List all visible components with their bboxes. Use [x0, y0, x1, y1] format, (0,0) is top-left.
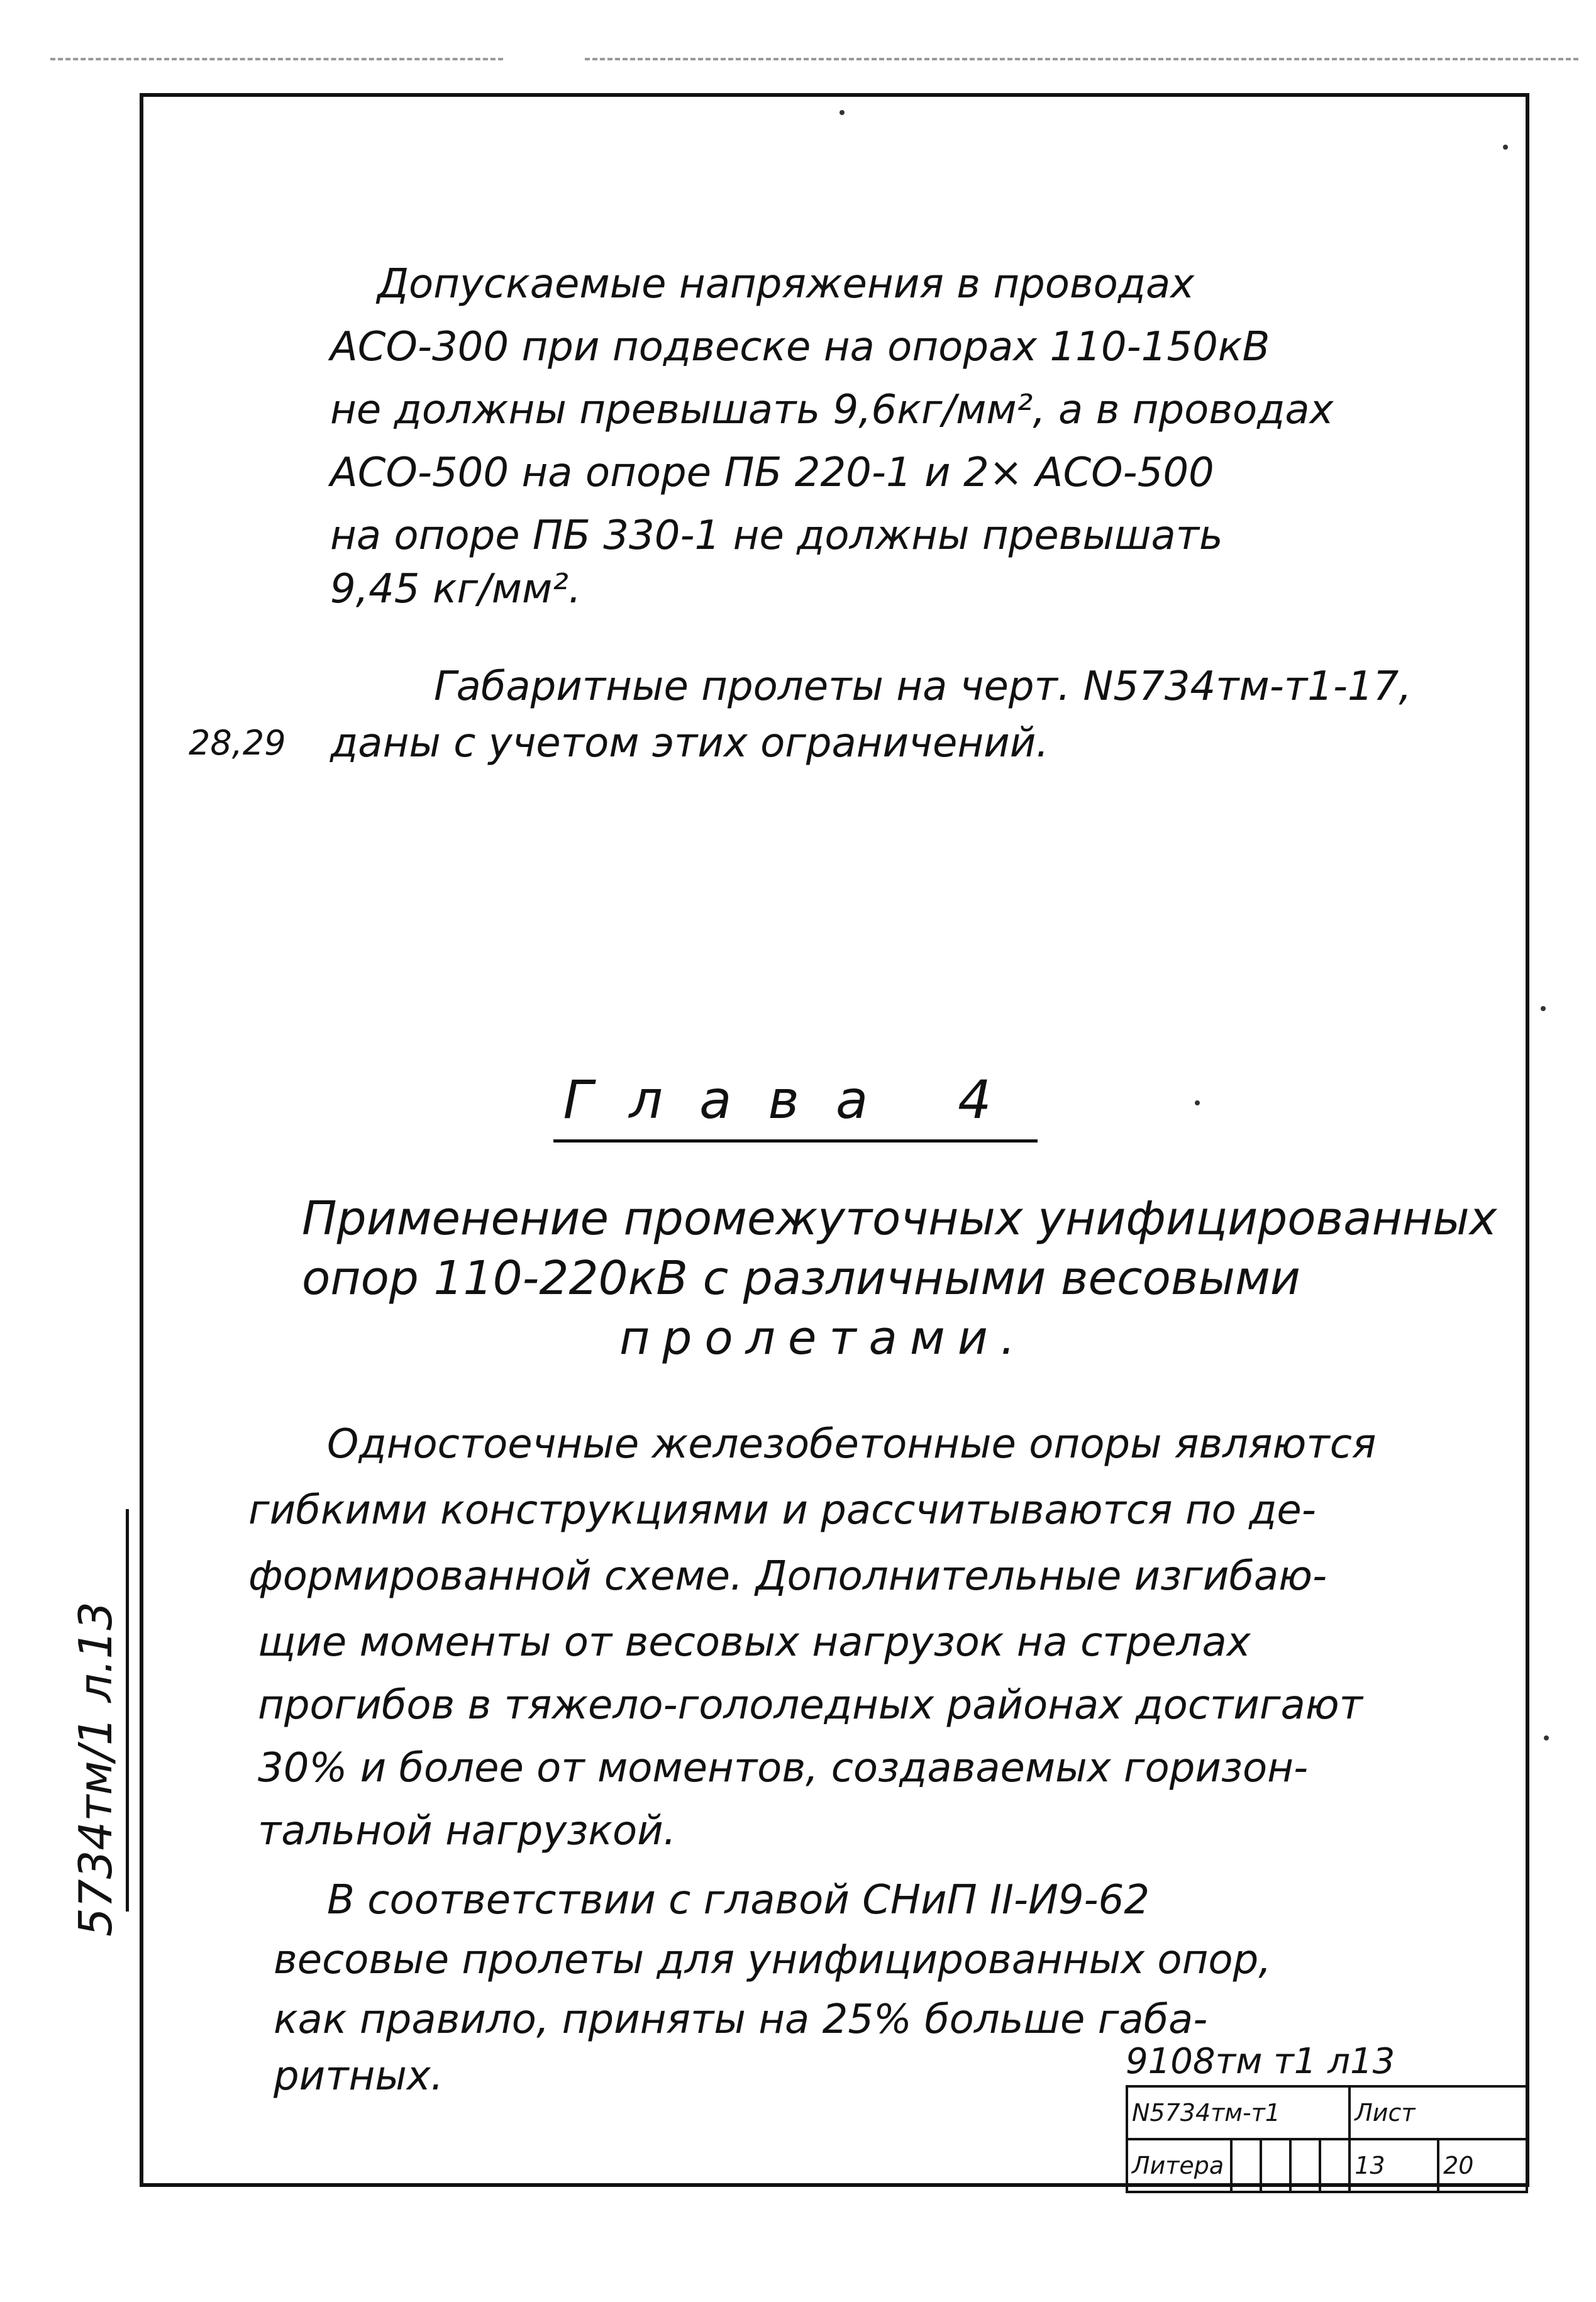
p4-line-2: весовые пролеты для унифицированных опор, [274, 1937, 1272, 1983]
stamp-sheet-label: Лист [1349, 2086, 1527, 2139]
chapter-heading: Глава 4 [553, 1069, 1038, 1143]
stamp-cell-empty [1290, 2139, 1320, 2192]
stamp-sheet-no: 13 [1349, 2139, 1438, 2192]
stamp-doc-number: N5734тм-т1 [1127, 2086, 1349, 2139]
top-cut-line-left [50, 58, 503, 60]
p3-line-2: гибкими конструкциями и рассчитываются по де- [248, 1487, 1316, 1534]
p1-line-1: Допускаемые напряжения в проводах [377, 261, 1195, 307]
side-note: 5734тм/1 л.13 [69, 1602, 122, 1937]
stamp-cell-empty [1261, 2139, 1290, 2192]
chapter-title-line-2: опор 110-220кВ с различными весовыми [302, 1251, 1300, 1305]
scan-speck [1195, 1100, 1200, 1105]
stamp-sheet-total: 20 [1438, 2139, 1527, 2192]
scan-speck [1541, 1006, 1546, 1011]
stamp-cell-empty [1320, 2139, 1349, 2192]
p3-line-5: прогибов в тяжело-гололедных районах достигают [258, 1682, 1363, 1729]
p4-line-3: как правило, приняты на 25% больше габа- [274, 1996, 1208, 2043]
top-cut-line-right [585, 58, 1578, 60]
scan-speck [1544, 1735, 1549, 1740]
stamp-row2-label: Литера [1127, 2139, 1231, 2192]
scan-speck [1503, 145, 1508, 150]
p3-line-7: тальной нагрузкой. [258, 1808, 677, 1854]
stamp-cell-empty [1231, 2139, 1261, 2192]
title-block [1126, 2085, 1528, 2193]
p2-margin-pages: 28,29 [189, 723, 286, 763]
p1-line-6: 9,45 кг/мм². [330, 566, 582, 612]
p1-line-5: на опоре ПБ 330-1 не должны превышать [330, 512, 1223, 559]
chapter-title-line-3: пролетами. [619, 1311, 1028, 1365]
p2-line-1: Габаритные пролеты на черт. N5734тм-т1-17, [434, 663, 1412, 710]
stamp-code: 9108тм т1 л13 [1126, 2041, 1395, 2082]
scan-speck [840, 110, 845, 115]
p3-line-1: Одностоечные железобетонные опоры являются [327, 1421, 1377, 1468]
p3-line-3: формированной схеме. Дополнительные изгибаю- [248, 1553, 1327, 1600]
p3-line-6: 30% и более от моментов, создаваемых горизон- [258, 1745, 1309, 1791]
p1-line-2: АСО-300 при подвеске на опорах 110-150кВ [330, 324, 1270, 370]
p1-line-4: АСО-500 на опоре ПБ 220-1 и 2× АСО-500 [330, 450, 1214, 496]
chapter-title-line-1: Применение промежуточных унифицированных [302, 1192, 1497, 1246]
p1-line-3: не должны превышать 9,6кг/мм², а в проводах [330, 387, 1334, 433]
p2-line-2: даны с учетом этих ограничений. [330, 720, 1049, 766]
p4-line-4: ритных. [274, 2053, 444, 2100]
p3-line-4: щие моменты от весовых нагрузок на стрелах [258, 1619, 1251, 1666]
side-note-stroke [126, 1509, 129, 1912]
p4-line-1: В соответствии с главой СНиП II-И9-62 [327, 1877, 1150, 1923]
